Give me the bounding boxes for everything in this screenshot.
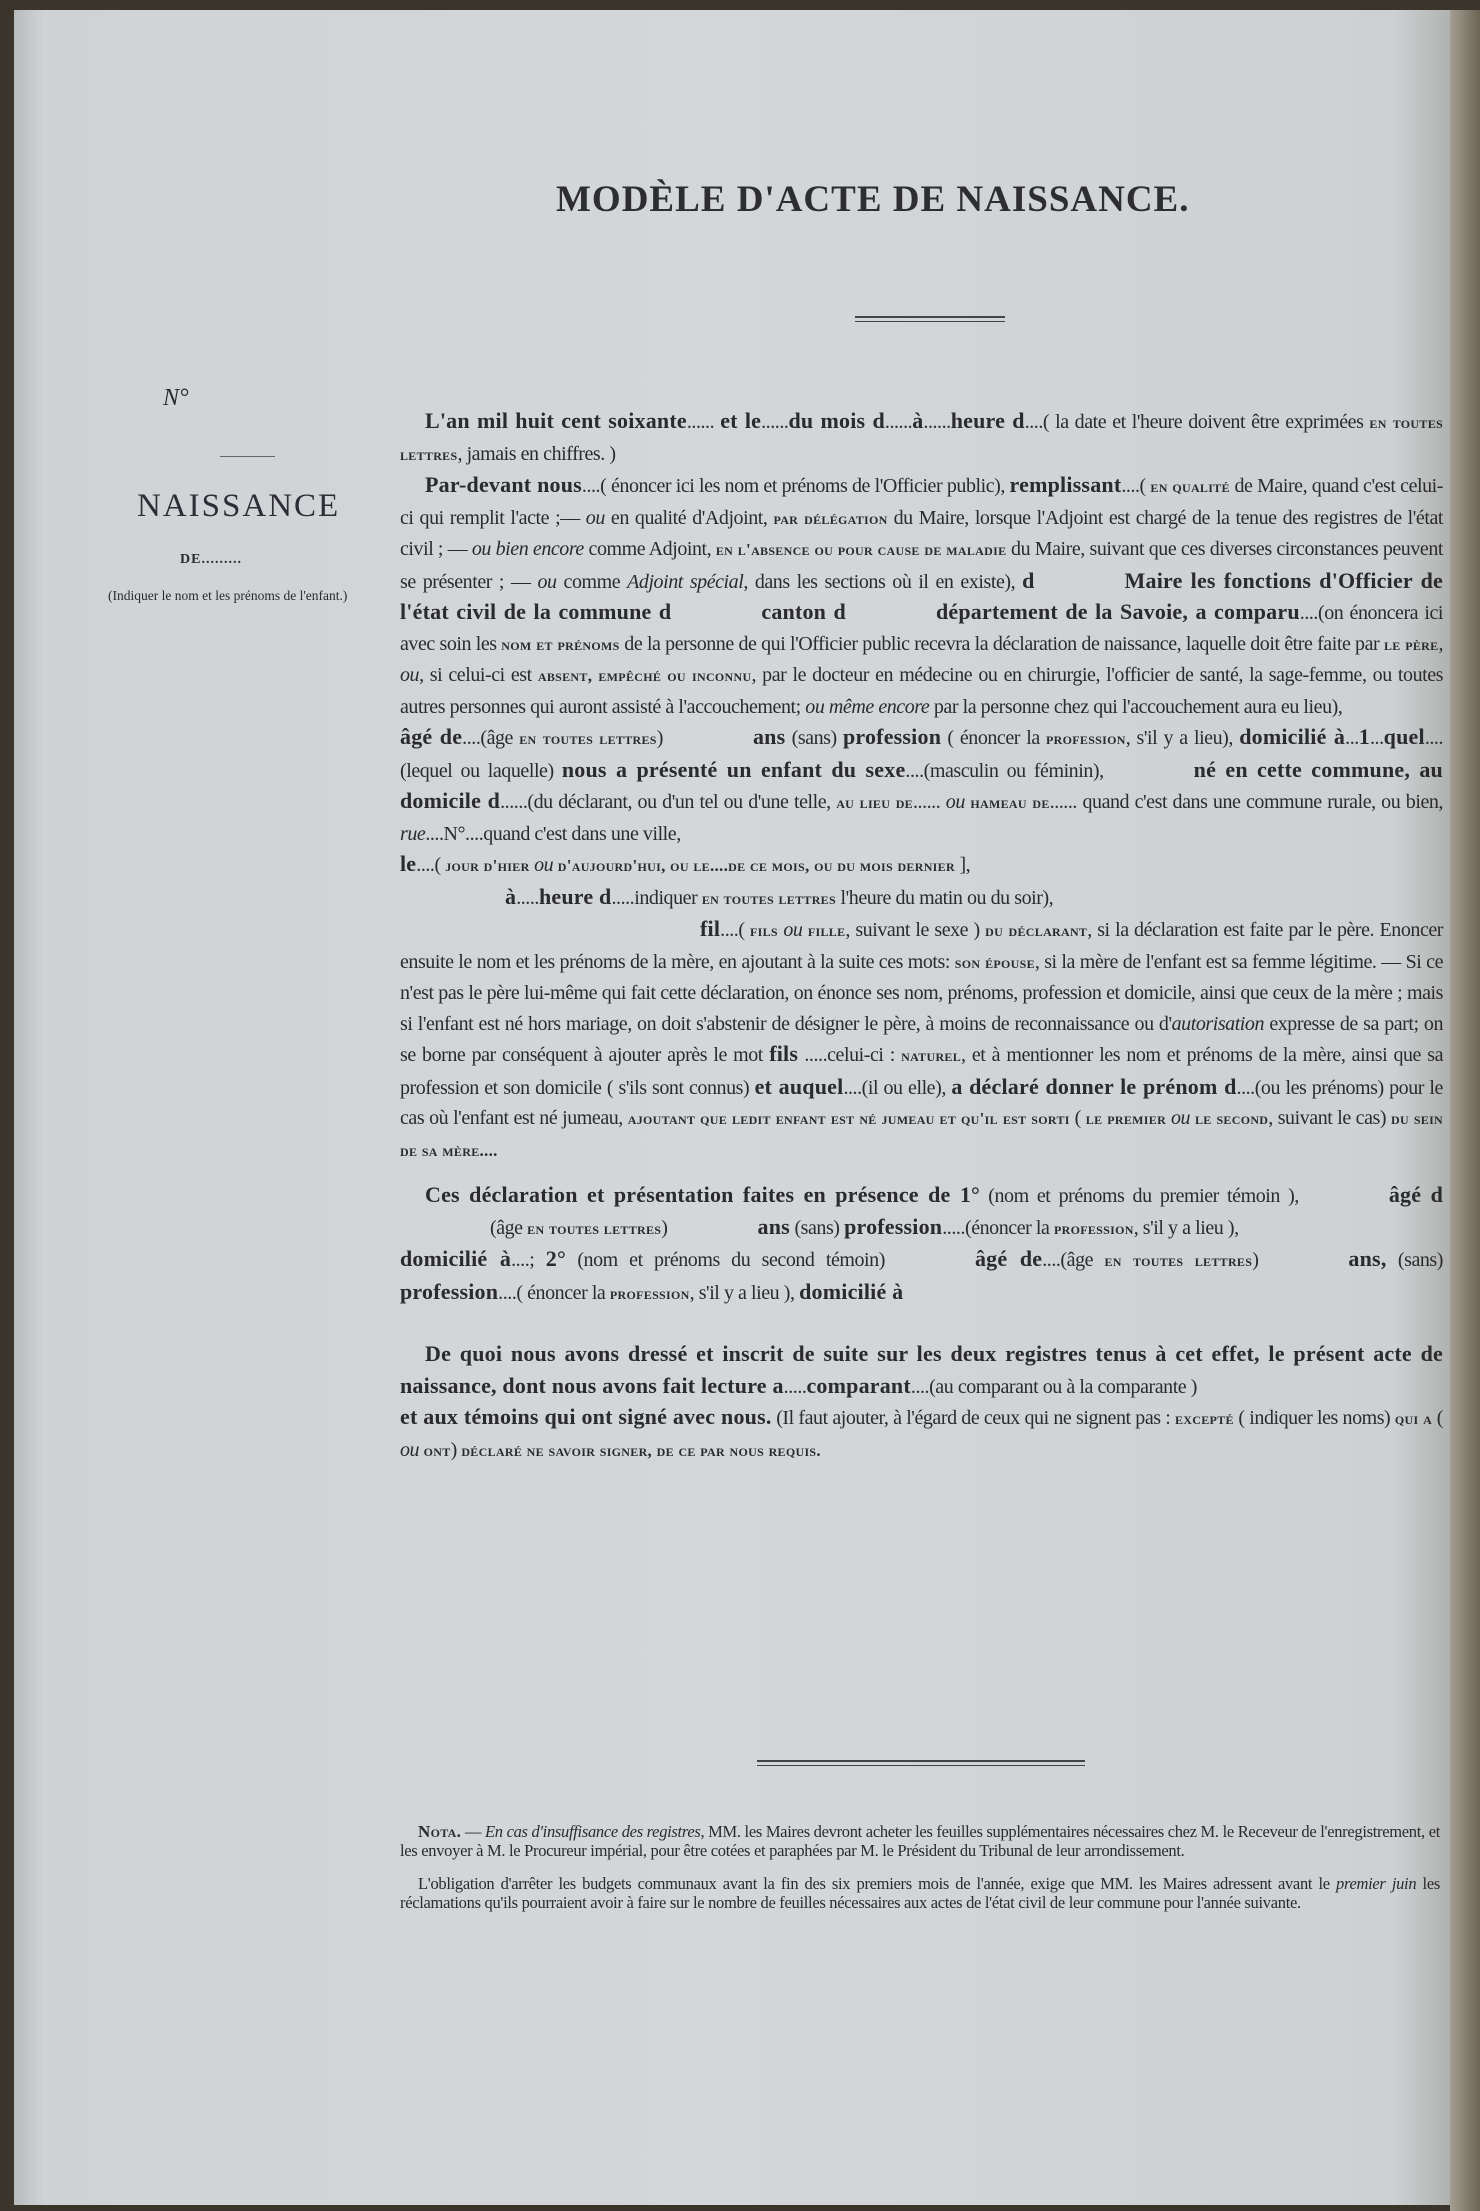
bold-text: a déclaré donner le prénom d	[951, 1073, 1237, 1099]
italic-text: ou	[529, 854, 558, 876]
small-caps-text: fille	[807, 921, 846, 940]
small-caps-text: jour d'hier	[445, 856, 530, 875]
bold-text: Ces déclaration et présentation faites en présence de 1°	[425, 1182, 981, 1207]
bold-text: heure d	[950, 408, 1025, 433]
italic-text: Adjoint spécial	[627, 570, 744, 593]
small-caps-text: en toutes lettres	[1104, 1251, 1253, 1270]
footer-divider	[757, 1760, 1085, 1766]
act-number-label: N°	[163, 385, 189, 411]
text: ( indiquer les noms)	[1233, 1407, 1395, 1429]
text: , suivant le cas)	[1268, 1107, 1391, 1129]
text: ....;	[511, 1249, 546, 1271]
book-edge	[1450, 10, 1480, 2211]
text: .....(énoncer la	[942, 1216, 1054, 1239]
bold-text: et auquel	[754, 1073, 844, 1099]
small-caps-text: au lieu de	[836, 793, 913, 812]
small-caps-text: fils	[750, 921, 778, 940]
bold-text: âgé de	[974, 1246, 1043, 1271]
text: ......	[686, 411, 721, 433]
act-body	[400, 406, 1443, 1466]
text: l'heure du matin ou du soir),	[835, 886, 1054, 909]
margin-rule	[220, 456, 275, 457]
bold-text: De quoi nous avons dressé et inscrit de suite sur les deux registres tenus à cet effet, le présent acte de naissance, dont nous avons fait lecture a	[400, 1341, 1443, 1398]
text: , s'il y a lieu ),	[689, 1281, 800, 1304]
bold-text: âgé de	[400, 724, 463, 749]
small-caps-text: Nota.	[418, 1822, 462, 1841]
text: ....(âge	[1042, 1249, 1105, 1271]
small-caps-text: nom et prénoms	[501, 634, 620, 654]
text: , s'il y a lieu ),	[1133, 1216, 1239, 1239]
bold-text: domicilié à	[799, 1278, 904, 1304]
bold-text: à	[505, 883, 517, 909]
act-paragraph	[400, 722, 1443, 849]
nota-section	[400, 1822, 1440, 1926]
text: .....indiquer	[611, 886, 702, 909]
text: , dans les sections où il en existe),	[743, 570, 1023, 593]
bold-text: et le	[720, 408, 762, 433]
bold-text: né en cette commune, au domicile d	[400, 756, 1443, 813]
small-caps-text: hameau de	[964, 793, 1050, 812]
text: ....(	[720, 919, 750, 941]
text: ],	[954, 854, 971, 876]
small-caps-text: excepté	[1175, 1409, 1234, 1428]
text: , si la mère de l'enfant est sa femme légitime. — Si ce n'est pas le père lui-même qui fait cette déclaration, on énonce ses nom, prénoms, profession et domicile, ainsi que ceux de la mère ; mais si l'enfant est né hors mariage, on doit s'abstenir de désigner le père, à moins de reconnaissance ou d'	[400, 950, 1443, 1035]
text: (sans)	[1386, 1249, 1443, 1271]
small-caps-text: par délégation	[773, 508, 888, 528]
text: ......	[923, 411, 951, 433]
italic-text: rue	[400, 822, 426, 845]
italic-text: ou bien encore	[471, 538, 584, 560]
text: L'obligation d'arrêter les budgets communaux avant la fin des six premiers mois de l'année, exige que MM. les Maires adressent avant le	[418, 1874, 1337, 1893]
text: , par le docteur en médecine ou en chirurgie, l'officier de santé, la sage-femme, ou toutes autres personnes qui auront assisté à l'accouchement;	[400, 664, 1443, 718]
text: ....( énoncer la	[498, 1281, 610, 1304]
small-caps-text: le père	[1383, 634, 1439, 654]
text: .....	[783, 1375, 807, 1398]
act-paragraph	[400, 1402, 1443, 1466]
margin-de-label: DE.........	[180, 552, 242, 567]
italic-text: ou	[777, 919, 808, 941]
text: en qualité d'Adjoint,	[604, 506, 774, 529]
italic-text: ou	[945, 791, 965, 813]
text: les réclamations qu'ils pourraient avoir à faire sur le nombre de feuilles nécessaires aux actes de l'état civil de leur commune pour l'année suivante.	[400, 1874, 1440, 1912]
act-paragraph	[400, 1244, 1443, 1309]
italic-text: autorisation	[1171, 1012, 1265, 1035]
text: (âge	[490, 1216, 528, 1239]
text: comme	[556, 570, 628, 593]
italic-text: ou	[400, 1438, 420, 1461]
act-paragraph	[400, 849, 1443, 882]
text: ....( énoncer ici les nom et prénoms de l'Officier public),	[581, 475, 1010, 497]
bold-text: du mois d	[788, 408, 885, 433]
text: (sans)	[785, 727, 843, 749]
italic-text: ou	[1166, 1107, 1195, 1129]
margin-heading: NAISSANCE	[137, 488, 341, 524]
small-caps-text: profession	[1054, 1218, 1134, 1238]
small-caps-text: le premier	[1085, 1109, 1167, 1128]
text: de la personne de qui l'Officier public recevra la déclaration de naissance, laquelle doit être faite par	[619, 632, 1384, 655]
bold-text: 1	[1358, 724, 1370, 749]
bold-text: le	[400, 851, 417, 876]
bold-text: 2°	[545, 1246, 566, 1271]
text: ......	[912, 791, 946, 813]
italic-text: ou	[400, 664, 420, 686]
bold-text: fil	[700, 916, 721, 941]
text: ....N°....quand c'est dans une ville,	[425, 822, 681, 845]
margin-note: (Indiquer le nom et les prénoms de l'enfant.)	[108, 588, 348, 603]
text: )	[450, 1438, 462, 1461]
text: de Maire, quand c'est celui-ci qui remplit l'acte ;—	[400, 475, 1443, 529]
small-caps-text: en toutes lettres	[701, 888, 836, 908]
text: ...... quand c'est dans une commune rurale, ou bien,	[1049, 791, 1443, 813]
act-paragraph	[400, 1180, 1443, 1244]
text: ...	[1345, 727, 1359, 749]
act-paragraph	[400, 406, 1443, 470]
small-caps-text: en toutes lettres	[519, 729, 657, 748]
text: ( énoncer la	[941, 727, 1047, 749]
bold-text: profession	[400, 1278, 499, 1304]
text: (sans)	[789, 1216, 845, 1239]
bold-text: fils	[769, 1041, 799, 1066]
text: par la personne chez qui l'accouchement aura eu lieu),	[929, 695, 1343, 718]
text: , si celui-ci est	[419, 664, 538, 686]
act-paragraph	[400, 1339, 1443, 1402]
italic-text: En cas d'insuffisance des registres	[485, 1822, 701, 1841]
text: ....(	[416, 854, 446, 876]
small-caps-text: ajoutant que ledit enfant est né jumeau et qu'il est sorti	[627, 1109, 1070, 1128]
text: , si la déclaration est faite par le père. Enoncer ensuite le nom et les prénoms de la mère, en ajoutant à la suite ces mots:	[400, 919, 1444, 973]
small-caps-text: du sein de sa mère....	[400, 1109, 1444, 1160]
text: ....(âge	[462, 727, 520, 749]
italic-text: ou même encore	[805, 695, 930, 718]
text: ....(on énoncera ici avec soin les	[400, 602, 1444, 655]
bold-text: Par-devant nous	[425, 472, 582, 497]
bold-text: remplissant	[1009, 472, 1122, 497]
text: , suivant le sexe )	[845, 919, 986, 941]
small-caps-text: naturel	[901, 1046, 962, 1065]
bold-text: canton d	[761, 599, 846, 624]
text: (nom et prénoms du second témoin)	[565, 1249, 885, 1271]
text: ......	[761, 411, 789, 433]
nota-paragraph	[400, 1874, 1440, 1912]
text: ....(il ou elle),	[843, 1076, 952, 1099]
text: , et à mentionner les nom et prénoms de la mère, ainsi que sa profession et son domicile ( s'ils sont connus)	[400, 1044, 1443, 1099]
small-caps-text: absent, empêché ou inconnu	[537, 666, 752, 685]
text: )	[1252, 1249, 1259, 1271]
small-caps-text: son épouse	[954, 952, 1035, 972]
text: ,	[1438, 632, 1443, 655]
bold-text: et aux témoins qui ont signé avec nous.	[400, 1404, 772, 1429]
text: , s'il y a lieu),	[1125, 727, 1240, 749]
text: ....(	[1121, 475, 1151, 497]
bold-text: heure d	[538, 883, 612, 909]
bold-text: quel	[1383, 724, 1425, 749]
bold-text: ans,	[1348, 1246, 1387, 1271]
text: ......(du déclarant, ou d'un tel ou d'une telle,	[500, 791, 837, 813]
act-paragraph	[400, 914, 1443, 1166]
small-caps-text: en qualité	[1150, 477, 1230, 496]
bold-text: département de la Savoie, a comparu	[935, 599, 1300, 624]
small-caps-text: en toutes lettres	[527, 1218, 662, 1238]
text: (nom et prénoms du premier témoin ),	[980, 1185, 1299, 1207]
text: (	[1432, 1407, 1443, 1429]
text: (Il faut ajouter, à l'égard de ceux qui ne signent pas :	[771, 1407, 1175, 1429]
text: , jamais en chiffres. )	[457, 442, 616, 465]
italic-text: ou	[585, 506, 605, 529]
bold-text: ans	[757, 1213, 790, 1239]
small-caps-text: ont	[419, 1440, 451, 1460]
italic-text: premier juin	[1336, 1874, 1417, 1893]
bold-text: d	[1022, 567, 1035, 593]
nota-paragraph	[400, 1822, 1440, 1860]
small-caps-text: le second	[1194, 1109, 1269, 1128]
text: ....(masculin ou féminin),	[905, 759, 1104, 782]
text: ....(ou les prénoms) pour le cas où l'enfant est né jumeau,	[400, 1076, 1443, 1129]
text: .....celui-ci :	[798, 1044, 902, 1066]
text: )	[656, 727, 663, 749]
small-caps-text: déclaré ne savoir signer, de ce par nous requis.	[461, 1440, 821, 1460]
bold-text: domicilié à	[1239, 724, 1346, 749]
small-caps-text: profession	[609, 1283, 690, 1303]
act-paragraph	[400, 470, 1443, 722]
bold-text: L'an mil huit cent soixante	[425, 408, 687, 433]
act-paragraph	[400, 882, 1443, 915]
text: ....(lequel ou laquelle)	[400, 727, 1444, 782]
text: du Maire, suivant que ces diverses circonstances peuvent se présenter ; —	[400, 538, 1443, 593]
italic-text: ou	[537, 570, 557, 593]
small-caps-text: en toutes lettres	[400, 413, 1443, 464]
bold-text: à	[912, 408, 924, 433]
bold-text: nous a présenté un enfant du sexe	[561, 756, 906, 782]
bold-text: comparant	[806, 1372, 911, 1398]
small-caps-text: d'aujourd'hui, ou le....de ce mois, ou du mois dernier	[557, 856, 955, 875]
text: ....(au comparant ou à la comparante )	[910, 1375, 1197, 1398]
bold-text: profession	[844, 1213, 943, 1239]
text: ...	[1370, 727, 1384, 749]
text: expresse de sa part; on se borne par conséquent à ajouter après le mot	[400, 1012, 1444, 1066]
page-title: MODÈLE D'ACTE DE NAISSANCE.	[556, 179, 1190, 220]
bold-text: profession	[842, 724, 942, 749]
text: comme Adjoint,	[583, 538, 716, 560]
bold-text: âgé d	[1388, 1182, 1444, 1207]
bold-text: Maire les fonctions d'Officier de l'état civil de la commune d	[400, 567, 1443, 624]
small-caps-text: en l'absence ou pour cause de maladie	[715, 540, 1007, 559]
text: , MM. les Maires devront acheter les feuilles supplémentaires nécessaires chez M. le Receveur de l'enregistrement, et les envoyer à M. le Procureur impérial, pour être cotées et paraphées par M. le Président du Tribunal de leur arrondissement.	[400, 1822, 1441, 1860]
text: (	[1069, 1107, 1086, 1129]
small-caps-text: du déclarant	[985, 921, 1088, 940]
text: )	[661, 1216, 668, 1239]
text: —	[461, 1822, 486, 1841]
text: ....( la date et l'heure doivent être exprimées	[1024, 411, 1370, 433]
text: .....	[516, 886, 539, 909]
title-divider	[855, 316, 1005, 322]
small-caps-text: profession	[1046, 729, 1126, 748]
small-caps-text: qui a	[1394, 1409, 1433, 1428]
bold-text: ans	[752, 724, 786, 749]
text: du Maire, lorsque l'Adjoint est chargé de la tenue des registres de l'état civil ; —	[400, 506, 1443, 560]
text: ......	[884, 411, 913, 433]
bold-text: domicilié à	[400, 1246, 512, 1271]
